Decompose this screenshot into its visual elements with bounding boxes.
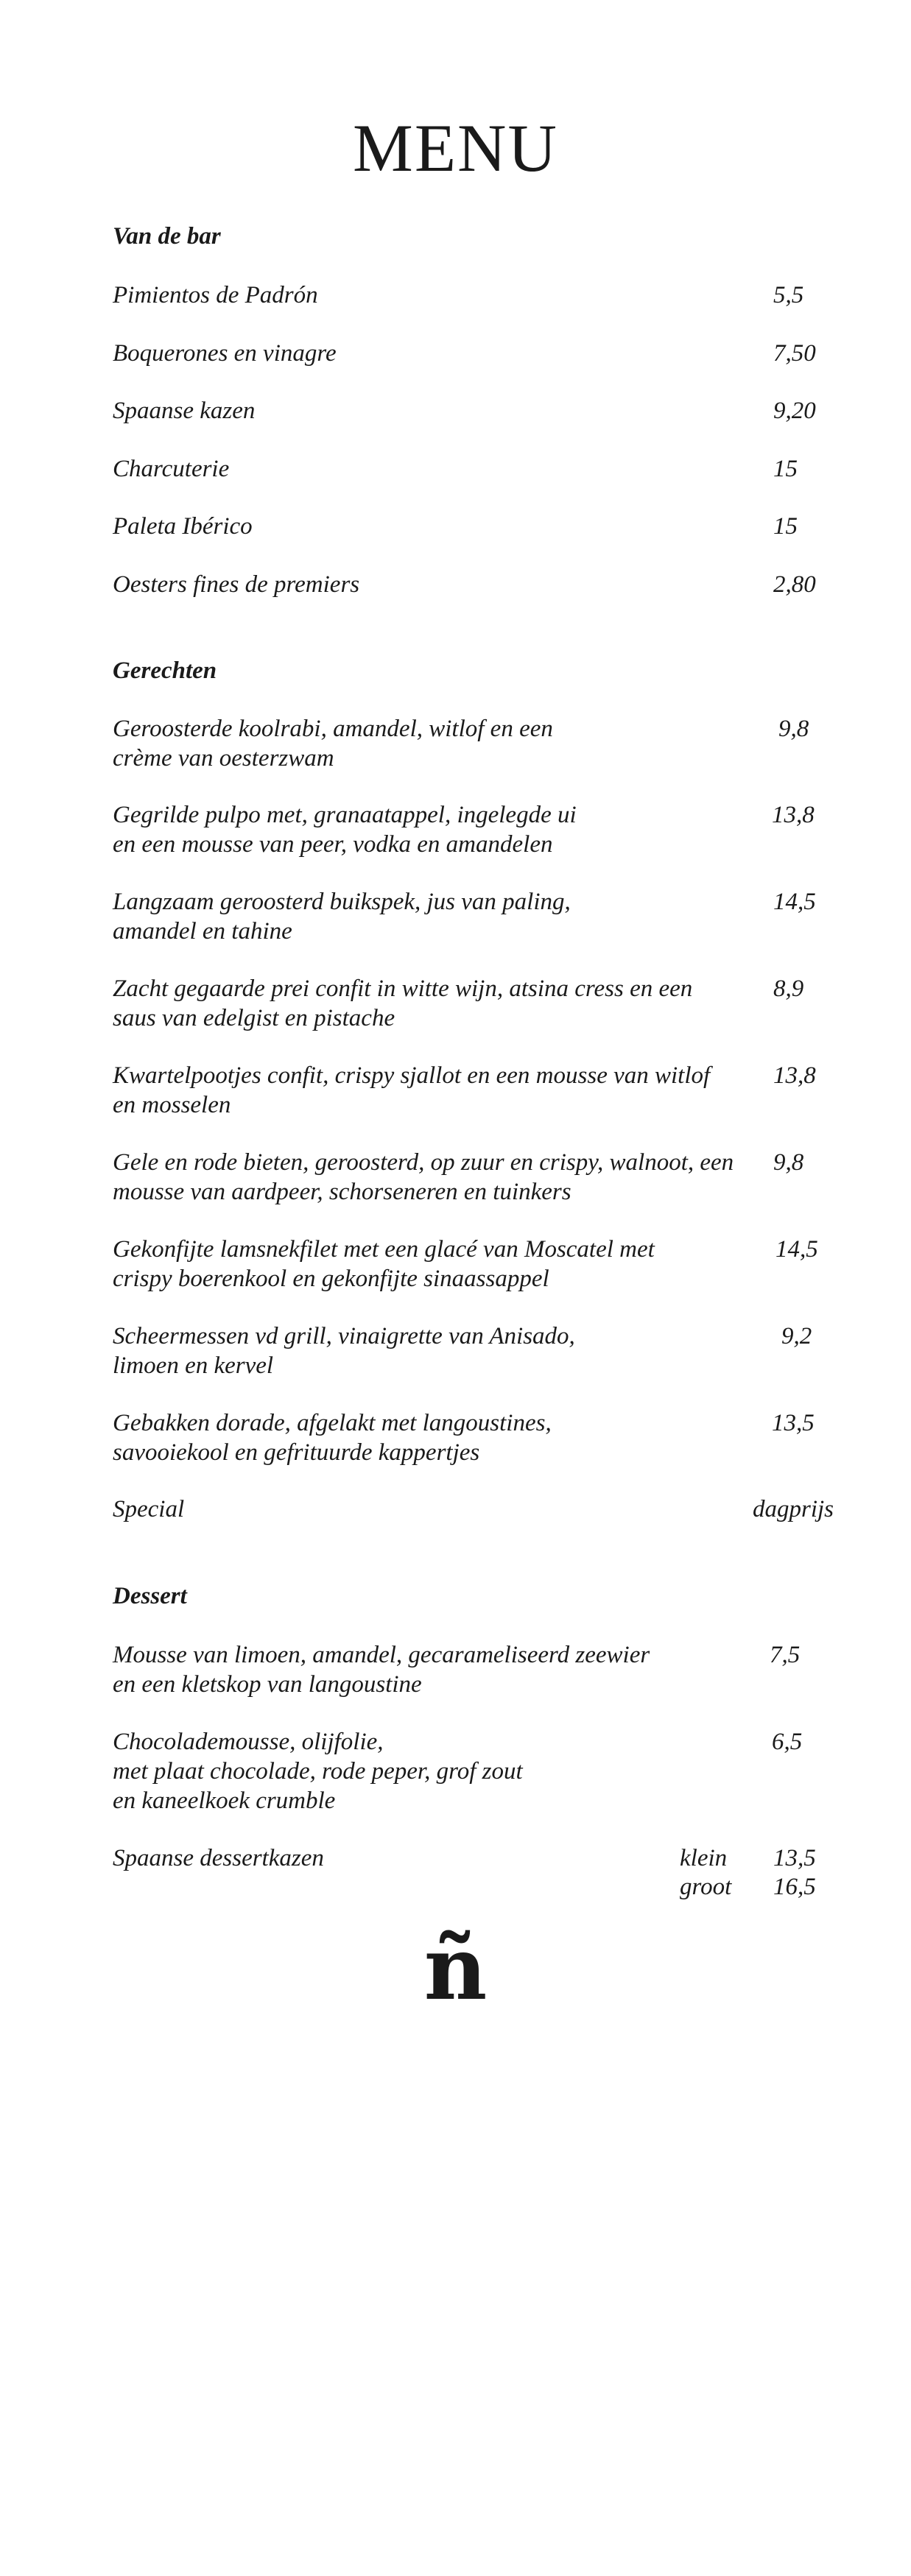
item-price-large: 16,5 xyxy=(773,1874,816,1900)
section-heading-gerechten: Gerechten xyxy=(113,657,217,684)
size-label-small: klein xyxy=(680,1845,728,1871)
menu-item-prei xyxy=(113,974,849,1033)
item-name: Paleta Ibérico xyxy=(113,513,253,540)
item-name: Gegrilde pulpo met, granaatappel, ingelegde ui en een mousse van peer, vodka en amandelen xyxy=(113,802,577,858)
item-name: Chocolademousse, olijfolie, met plaat chocolade, rode peper, grof zout en kaneelkoek crumble xyxy=(113,1729,523,1814)
item-price: 13,8 xyxy=(772,802,815,828)
item-price: 9,8 xyxy=(773,1149,804,1176)
item-price: 7,50 xyxy=(773,340,816,367)
item-price: 7,5 xyxy=(770,1642,801,1668)
menu-item-kwartelpootjes xyxy=(113,1061,849,1120)
item-name: Special xyxy=(113,1496,185,1522)
item-name: Oesters fines de premiers xyxy=(113,571,360,598)
section-heading-bar: Van de bar xyxy=(113,223,221,250)
item-price: 9,2 xyxy=(781,1323,812,1349)
item-name: Kwartelpootjes confit, crispy sjallot en een mousse van witlof en mosselen xyxy=(113,1062,711,1118)
item-name: Boquerones en vinagre xyxy=(113,340,337,367)
menu-item-pulpo xyxy=(113,800,849,859)
item-name: Spaanse kazen xyxy=(113,398,256,424)
item-price: 9,8 xyxy=(778,716,809,742)
item-name: Gele en rode bieten, geroosterd, op zuur en crispy, walnoot, een mousse van aardpeer, schorseneren en tuinkers xyxy=(113,1149,734,1205)
menu-item-buikspek xyxy=(113,887,849,946)
item-price: 6,5 xyxy=(772,1729,803,1755)
item-name: Geroosterde koolrabi, amandel, witlof en een crème van oesterzwam xyxy=(113,716,553,772)
item-name: Gebakken dorade, afgelakt met langoustines, savooiekool en gefrituurde kappertjes xyxy=(113,1410,552,1466)
menu-item-special xyxy=(113,1495,849,1553)
menu-item-boquerones xyxy=(113,339,849,398)
item-name: Charcuterie xyxy=(113,456,230,482)
menu-item-dessertkazen xyxy=(113,1843,849,1902)
menu-item-dorade xyxy=(113,1408,849,1467)
item-price: 13,8 xyxy=(773,1062,816,1089)
menu-item-pimientos xyxy=(113,280,849,339)
item-name: Gekonfijte lamsnekfilet met een glacé van Moscatel met crispy boerenkool en gekonfijte sinaassappel xyxy=(113,1236,655,1292)
item-name: Pimientos de Padrón xyxy=(113,282,318,308)
menu-item-spaanse-kazen xyxy=(113,396,849,455)
item-name: Langzaam geroosterd buikspek, jus van paling, amandel en tahine xyxy=(113,889,571,945)
item-price: 15 xyxy=(773,456,798,482)
item-price: 9,20 xyxy=(773,398,816,424)
item-name: Zacht gegaarde prei confit in witte wijn, atsina cress en een saus van edelgist en pistache xyxy=(113,975,693,1031)
menu-item-chocolademousse xyxy=(113,1727,849,1815)
item-price: 14,5 xyxy=(773,889,816,915)
item-price-small: 13,5 xyxy=(773,1845,816,1871)
item-price: 15 xyxy=(773,513,798,540)
brand-logo-enye: ñ xyxy=(423,1917,488,2019)
menu-item-oesters xyxy=(113,570,849,629)
item-price: 14,5 xyxy=(775,1236,818,1263)
item-price: 2,80 xyxy=(773,571,816,598)
menu-item-charcuterie xyxy=(113,454,849,513)
item-price: 13,5 xyxy=(772,1410,815,1436)
item-price: 8,9 xyxy=(773,975,804,1002)
section-heading-dessert: Dessert xyxy=(113,1583,187,1609)
item-name: Mousse van limoen, amandel, gecarameliseerd zeewier en een kletskop van langoustine xyxy=(113,1642,650,1698)
item-name: Spaanse dessertkazen xyxy=(113,1845,324,1871)
menu-item-bieten xyxy=(113,1148,849,1207)
item-price: dagprijs xyxy=(753,1496,834,1522)
item-price: 5,5 xyxy=(773,282,804,308)
menu-item-koolrabi xyxy=(113,714,849,773)
menu-item-paleta-iberico xyxy=(113,512,849,571)
menu-item-mousse-limoen xyxy=(113,1640,849,1699)
menu-item-scheermessen xyxy=(113,1321,849,1380)
menu-item-lamsnekfilet xyxy=(113,1235,849,1294)
menu-title: MENU xyxy=(353,110,558,186)
size-label-large: groot xyxy=(680,1874,732,1900)
item-name: Scheermessen vd grill, vinaigrette van Anisado, limoen en kervel xyxy=(113,1323,575,1379)
